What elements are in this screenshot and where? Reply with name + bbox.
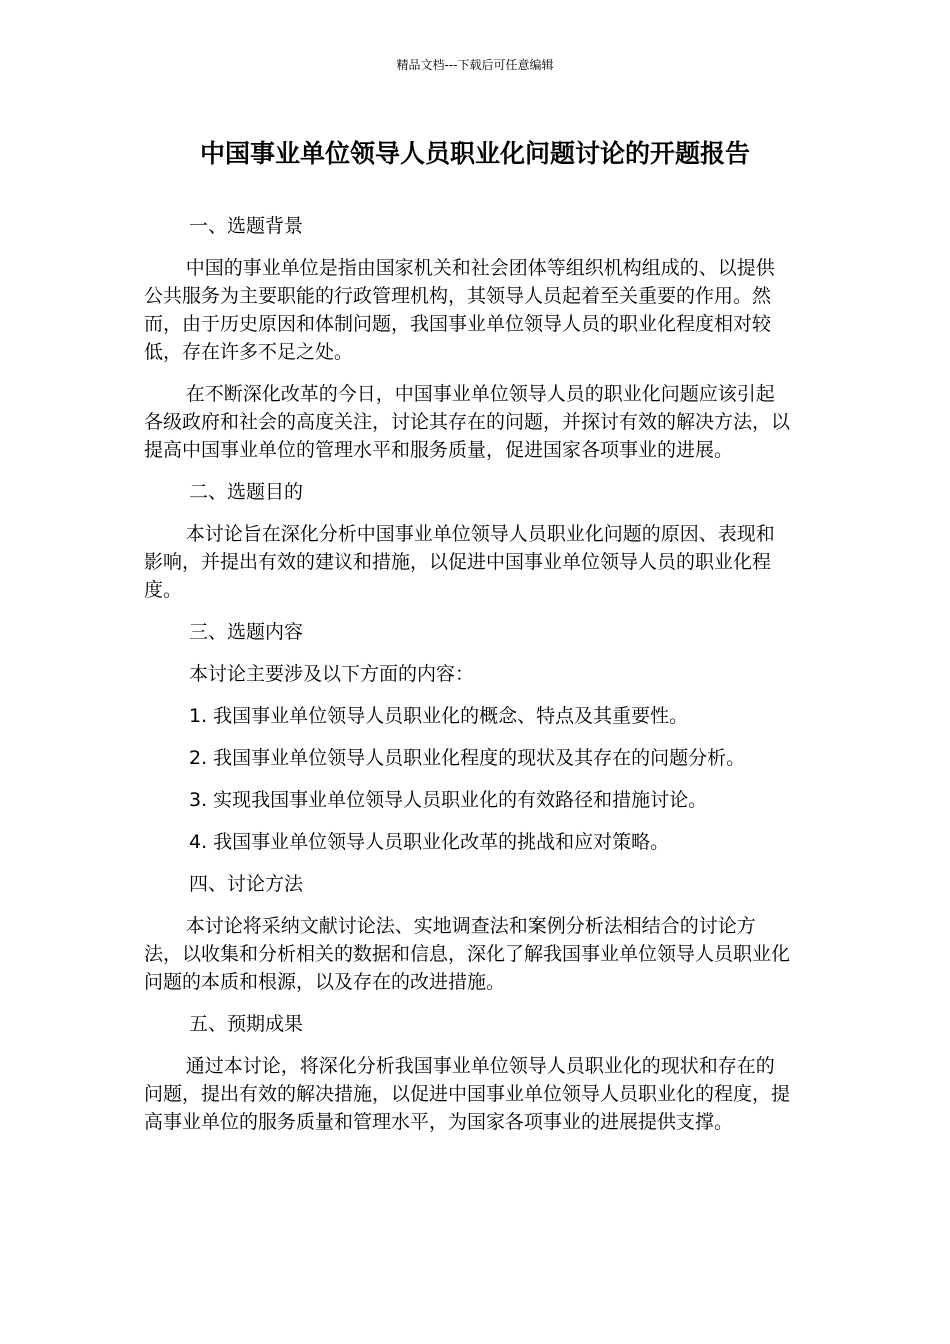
paragraph-purpose: 本讨论旨在深化分析中国事业单位领导人员职业化问题的原因、表现和影响，并提出有效的建议和措施，以促进中国事业单位领导人员的职业化程度。 [144, 523, 775, 601]
list-item: 2. 我国事业单位领导人员职业化程度的现状及其存在的问题分析。 [189, 747, 746, 769]
list-item: 3. 实现我国事业单位领导人员职业化的有效路径和措施讨论。 [189, 789, 708, 811]
document-title: 中国事业单位领导人员职业化问题讨论的开题报告 [199, 139, 750, 168]
document-body [144, 212, 792, 1150]
paragraph-expected-results: 通过本讨论，将深化分析我国事业单位领导人员职业化的现状和存在的问题，提出有效的解决措施，以促进中国事业单位领导人员职业化的程度，提高事业单位的服务质量和管理水平，为国家各项事业的进展提供支撑。 [144, 1055, 791, 1133]
section-heading-background: 一、选题背景 [189, 215, 304, 237]
paragraph-background-1: 中国的事业单位是指由国家机关和社会团体等组织机构组成的、以提供公共服务为主要职能的行政管理机构，其领导人员起着至关重要的作用。然而，由于历史原因和体制问题，我国事业单位领导人员的职业化程度相对较低，存在许多不足之处。 [144, 257, 775, 363]
paragraph-method: 本讨论将采纳文献讨论法、实地调查法和案例分析法相结合的讨论方法，以收集和分析相关的数据和信息，深化了解我国事业单位领导人员职业化问题的本质和根源，以及存在的改进措施。 [144, 915, 791, 993]
list-item: 1. 我国事业单位领导人员职业化的概念、特点及其重要性。 [189, 705, 689, 727]
paragraph-content-intro: 本讨论主要涉及以下方面的内容： [189, 663, 475, 685]
list-item: 4. 我国事业单位领导人员职业化改革的挑战和应对策略。 [189, 831, 670, 853]
section-heading-purpose: 二、选题目的 [189, 481, 304, 503]
section-heading-expected-results: 五、预期成果 [189, 1013, 304, 1035]
paragraph-background-2: 在不断深化改革的今日，中国事业单位领导人员的职业化问题应该引起各级政府和社会的高度关注，讨论其存在的问题，并探讨有效的解决方法，以提高中国事业单位的管理水平和服务质量，促进国家各项事业的进展。 [144, 383, 791, 461]
page-header: 精品文档---下载后可任意编辑 [396, 58, 554, 72]
section-heading-method: 四、讨论方法 [189, 873, 304, 895]
section-heading-content: 三、选题内容 [189, 621, 304, 643]
